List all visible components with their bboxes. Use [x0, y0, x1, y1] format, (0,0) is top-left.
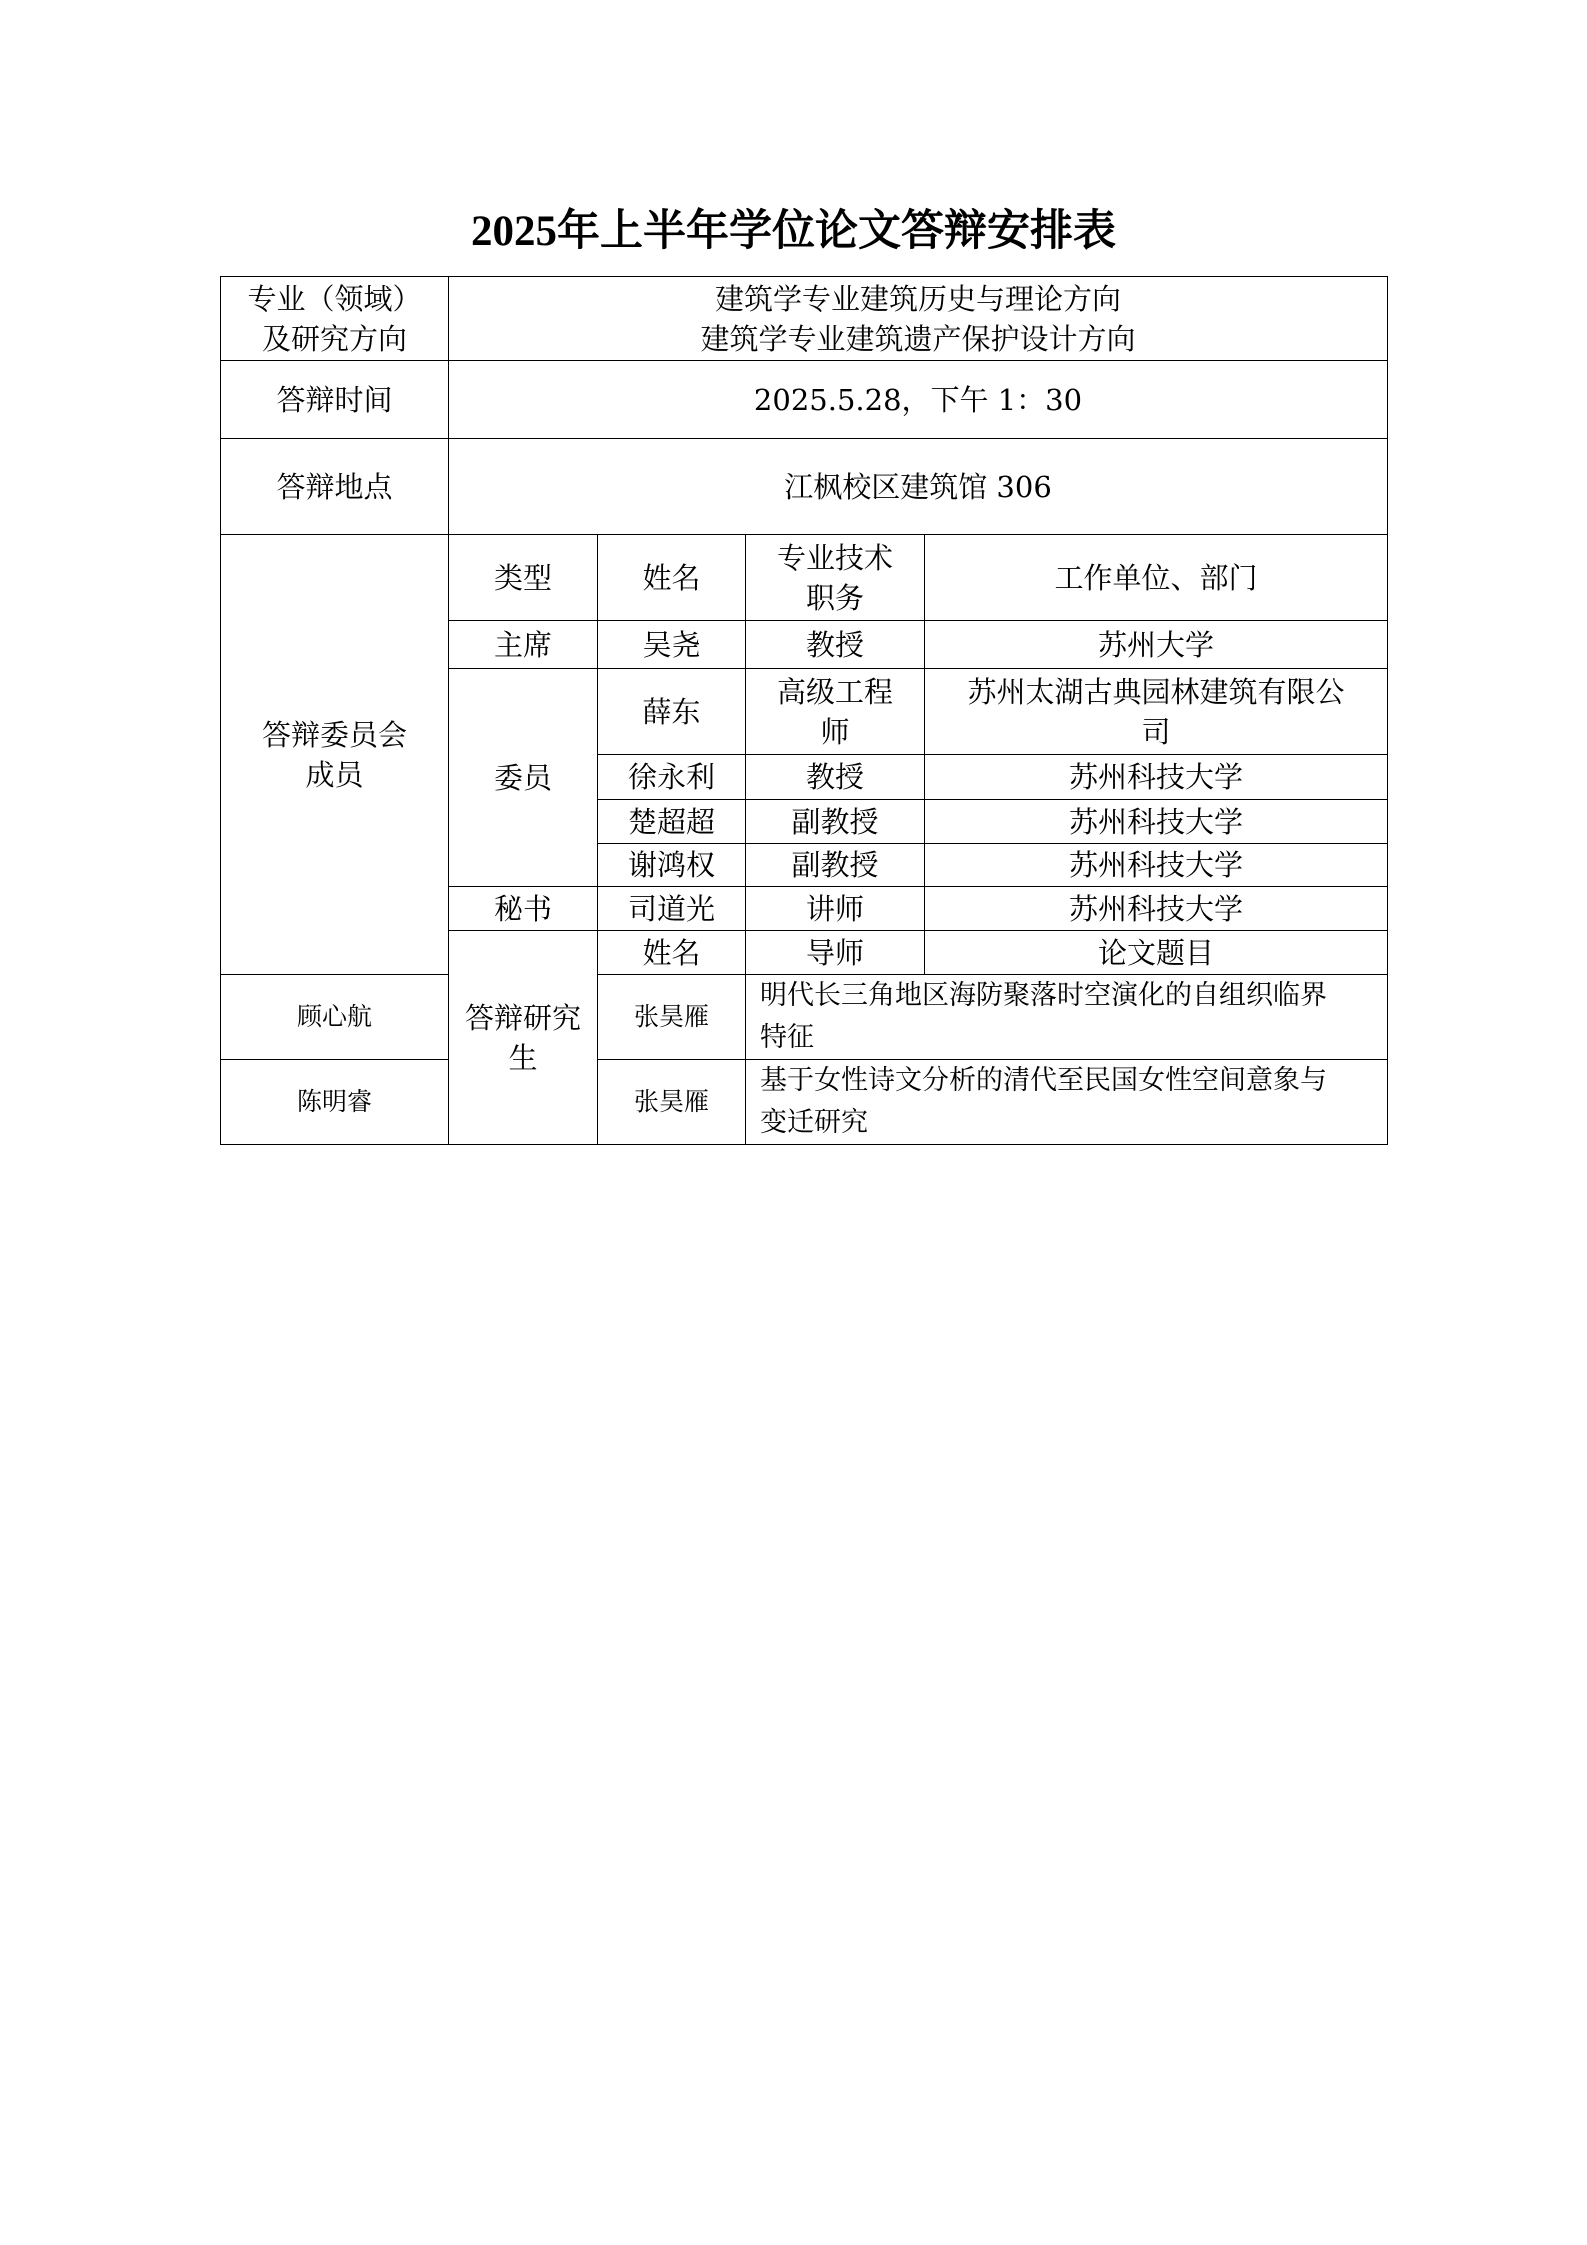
place-label: 答辩地点: [221, 439, 449, 535]
student-name: 顾心航: [221, 975, 449, 1060]
member-title: 副教授: [746, 844, 925, 887]
committee-label: 答辩委员会 成员: [221, 535, 449, 975]
member-type: 委员: [449, 669, 598, 887]
students-label: 答辩研究生: [449, 931, 598, 1145]
secretary-unit: 苏州科技大学: [925, 887, 1388, 931]
time-row: [221, 361, 1388, 439]
student-name: 陈明睿: [221, 1060, 449, 1145]
secretary-title: 讲师: [746, 887, 925, 931]
field-row: [221, 277, 1388, 361]
chair-name: 吴尧: [598, 621, 746, 669]
committee-header-unit: 工作单位、部门: [925, 535, 1388, 621]
chair-title: 教授: [746, 621, 925, 669]
secretary-name: 司道光: [598, 887, 746, 931]
secretary-type: 秘书: [449, 887, 598, 931]
member-unit: 苏州科技大学: [925, 800, 1388, 844]
committee-header-type: 类型: [449, 535, 598, 621]
time-value: 2025.5.28，下午 1：30: [449, 361, 1388, 439]
student-thesis: 明代长三角地区海防聚落时空演化的自组织临界 特征: [746, 975, 1388, 1060]
chair-type: 主席: [449, 621, 598, 669]
student-row: [221, 1060, 1388, 1145]
students-header-thesis: 论文题目: [925, 931, 1388, 975]
member-name: 楚超超: [598, 800, 746, 844]
students-header-name: 姓名: [598, 931, 746, 975]
student-row: [221, 975, 1388, 1060]
student-thesis: 基于女性诗文分析的清代至民国女性空间意象与 变迁研究: [746, 1060, 1388, 1145]
committee-header-name: 姓名: [598, 535, 746, 621]
member-title: 副教授: [746, 800, 925, 844]
member-unit: 苏州科技大学: [925, 844, 1388, 887]
chair-unit: 苏州大学: [925, 621, 1388, 669]
committee-header-row: [221, 535, 1388, 621]
field-value: 建筑学专业建筑历史与理论方向 建筑学专业建筑遗产保护设计方向: [449, 277, 1388, 361]
document-title: 2025年上半年学位论文答辩安排表: [471, 208, 1116, 255]
student-advisor: 张昊雁: [598, 1060, 746, 1145]
member-title: 教授: [746, 755, 925, 800]
member-name: 谢鸿权: [598, 844, 746, 887]
member-name: 薛东: [598, 669, 746, 755]
defense-schedule-table: [220, 276, 1388, 1145]
students-header-advisor: 导师: [746, 931, 925, 975]
field-label: 专业（领域） 及研究方向: [221, 277, 449, 361]
member-title: 高级工程 师: [746, 669, 925, 755]
committee-header-title: 专业技术 职务: [746, 535, 925, 621]
member-unit: 苏州太湖古典园林建筑有限公 司: [925, 669, 1388, 755]
student-advisor: 张昊雁: [598, 975, 746, 1060]
time-label: 答辩时间: [221, 361, 449, 439]
place-value: 江枫校区建筑馆 306: [449, 439, 1388, 535]
member-name: 徐永利: [598, 755, 746, 800]
place-row: [221, 439, 1388, 535]
member-unit: 苏州科技大学: [925, 755, 1388, 800]
